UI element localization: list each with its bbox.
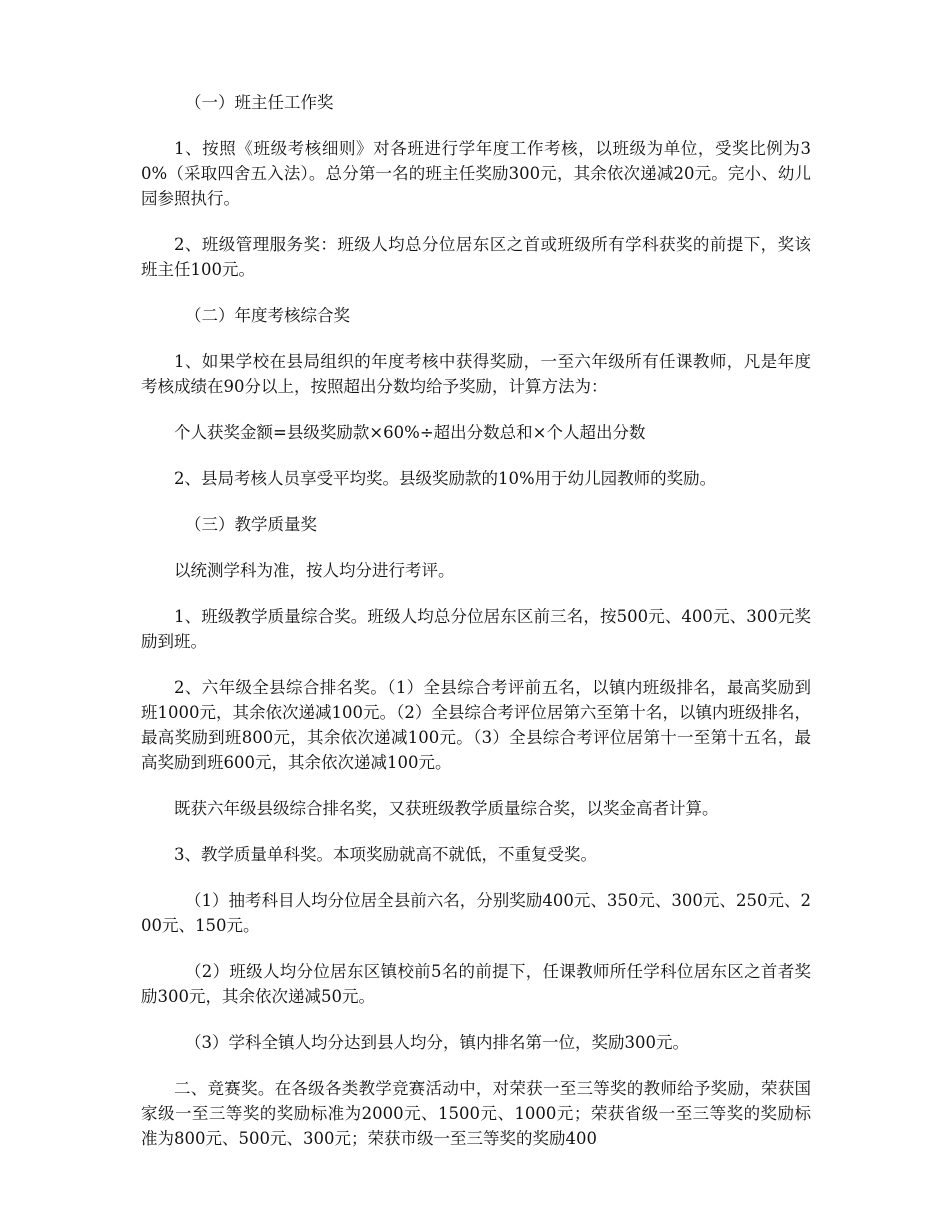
paragraph: 2、六年级全县综合排名奖。（1）全县综合考评前五名，以镇内班级排名，最高奖励到班1000元，其余依次递减100元。（2）全县综合考评位居第六至第十名，以镇内班级排名，最高奖励到班800元，其余依次递减100元。（3）全县综合考评位居第十一至第十五名，最高奖励到班600元，其余依次递减100元。	[141, 678, 811, 772]
sub-item-paragraph: （3）学科全镇人均分达到县人均分，镇内排名第一位，奖励300元。	[185, 1033, 689, 1052]
paragraph: 二、竞赛奖。在各级各类教学竞赛活动中，对荣获一至三等奖的教师给予奖励，荣获国家级一至三等奖的奖励标准为2000元、1500元、1000元；荣获省级一至三等奖的奖励标准为800元、500元、300元；荣获市级一至三等奖的奖励400	[141, 1079, 811, 1148]
paragraph: 2、县局考核人员享受平均奖。县级奖励款的10%用于幼儿园教师的奖励。	[174, 469, 717, 488]
sub-item-paragraph: （2）班级人均分位居东区镇校前5名的前提下，任课教师所任学科位居东区之首者奖励300元，其余依次递减50元。	[141, 962, 811, 1006]
paragraph: 2、班级管理服务奖：班级人均总分位居东区之首或班级所有学科获奖的前提下，奖该班主任100元。	[141, 235, 811, 279]
paragraph: 1、按照《班级考核细则》对各班进行学年度工作考核，以班级为单位，受奖比例为30%（采取四舍五入法）。总分第一名的班主任奖励300元，其余依次递减20元。完小、幼儿园参照执行。	[141, 139, 811, 208]
paragraph: 以统测学科为准，按人均分进行考评。	[174, 561, 455, 580]
paragraph: 既获六年级县级综合排名奖，又获班级教学质量综合奖，以奖金高者计算。	[174, 799, 719, 818]
section-heading-3: （三）教学质量奖	[185, 515, 317, 534]
section-heading-1: （一）班主任工作奖	[185, 93, 334, 112]
paragraph: 3、教学质量单科奖。本项奖励就高不就低，不重复受奖。	[174, 845, 597, 864]
formula-paragraph: 个人获奖金额=县级奖励款×60%÷超出分数总和×个人超出分数	[174, 423, 646, 442]
document-page	[141, 90, 811, 1172]
sub-item-paragraph: （1）抽考科目人均分位居全县前六名，分别奖励400元、350元、300元、250元、200元、150元。	[141, 891, 811, 935]
paragraph: 1、班级教学质量综合奖。班级人均总分位居东区前三名，按500元、400元、300元奖励到班。	[141, 607, 811, 651]
section-heading-2: （二）年度考核综合奖	[185, 306, 350, 325]
paragraph: 1、如果学校在县局组织的年度考核中获得奖励，一至六年级所有任课教师，凡是年度考核成绩在90分以上，按照超出分数均给予奖励，计算方法为：	[141, 352, 811, 396]
